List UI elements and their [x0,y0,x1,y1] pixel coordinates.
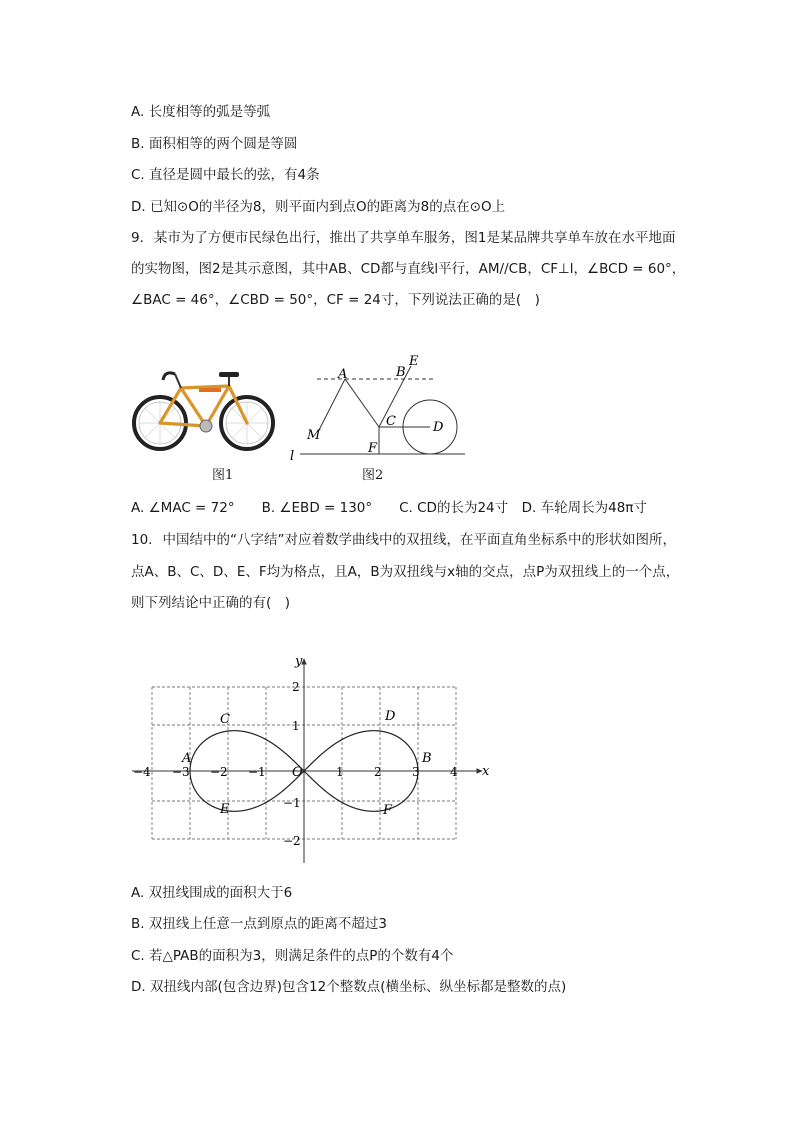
q9-stem-line2: 的实物图，图2是其示意图，其中AB、CD都与直线l平行，AM//CB，CF⊥l，∠BCD = 60°， [131,261,686,277]
q9-stem-line3: ∠BAC = 46°，∠CBD = 50°，CF = 24寸，下列说法正确的是( ) [131,292,540,308]
schematic-diagram [285,350,470,465]
bicycle-figure [131,360,281,460]
point-label-F: F [383,803,393,818]
q10-stem-text1: 中国结中的“八字结”对应着数学曲线中的双扭线，在平面直角坐标系中的形状如图所， [162,532,676,548]
label-B: B [396,365,406,380]
point-label-D: D [385,709,396,724]
x-tick-label: 1 [336,765,344,779]
figure1-caption: 图1 [212,468,234,483]
point-label-B: B [422,751,432,766]
q9-options: A. ∠MAC = 72° B. ∠EBD = 130° C. CD的长为24寸 D. 车轮周长为48π寸 [131,500,647,516]
q8-option-b: B. 面积相等的两个圆是等圆 [131,136,298,152]
label-C: C [386,414,396,429]
y-axis-label: y [295,654,303,669]
q10-option-c: C. 若△PAB的面积为3，则满足条件的点P的个数有4个 [131,948,454,964]
q10-option-b: B. 双扭线上任意一点到原点的距离不超过3 [131,916,387,932]
q10-stem-line3: 则下列结论中正确的有( ) [131,595,291,611]
bicycle-schematic [285,350,470,465]
point-label-A: A [182,751,192,766]
y-tick-label: 1 [292,719,300,733]
x-tick-label: −3 [172,765,190,779]
x-tick-label: 4 [450,765,458,779]
q8-option-a: A. 长度相等的弧是等弧 [131,104,271,120]
q8-option-d: D. 已知⊙O的半径为8，则平面内到点O的距离为8的点在⊙O上 [131,199,506,215]
label-A: A [338,367,348,382]
q8-option-c: C. 直径是圆中最长的弦，有4条 [131,167,320,183]
point-label-C: C [220,712,230,727]
q10-number: 10. [131,532,153,548]
q10-option-d: D. 双扭线内部(包含边界)包含12个整数点(横坐标、纵坐标都是整数的点) [131,979,567,995]
bicycle-illustration [131,360,281,460]
label-l: l [290,449,295,464]
label-F: F [368,441,378,456]
q10-stem-line1 [131,530,676,550]
q9-stem-text1: 某市为了方便市民绿色出行，推出了共享单车服务，图1是某品牌共享单车放在水平地面 [153,230,676,246]
lemniscate-graph [120,645,500,870]
figure2-caption: 图2 [362,468,384,483]
q9-number: 9. [131,230,144,246]
y-tick-label: −1 [283,796,301,810]
q10-stem-line2: 点A、B、C、D、E、F均为格点，且A，B为双扭线与x轴的交点，点P为双扭线上的一个点， [131,564,680,580]
x-tick-label: −1 [248,765,266,779]
label-D: D [433,420,444,435]
y-tick-label: −2 [283,834,301,848]
x-tick-label: −2 [210,765,228,779]
x-tick-label: −4 [133,765,151,779]
label-M: M [307,428,321,443]
coordinate-plane [120,645,500,870]
x-axis-label: x [482,764,490,779]
q9-stem-line1 [131,228,675,248]
origin-label: O [292,765,303,780]
x-tick-label: 3 [412,765,420,779]
y-tick-labels [283,680,301,848]
q10-option-a: A. 双扭线围成的面积大于6 [131,885,293,901]
point-label-E: E [220,802,230,817]
label-E: E [409,354,419,369]
x-tick-label: 2 [374,765,382,779]
y-tick-label: 2 [292,680,300,694]
